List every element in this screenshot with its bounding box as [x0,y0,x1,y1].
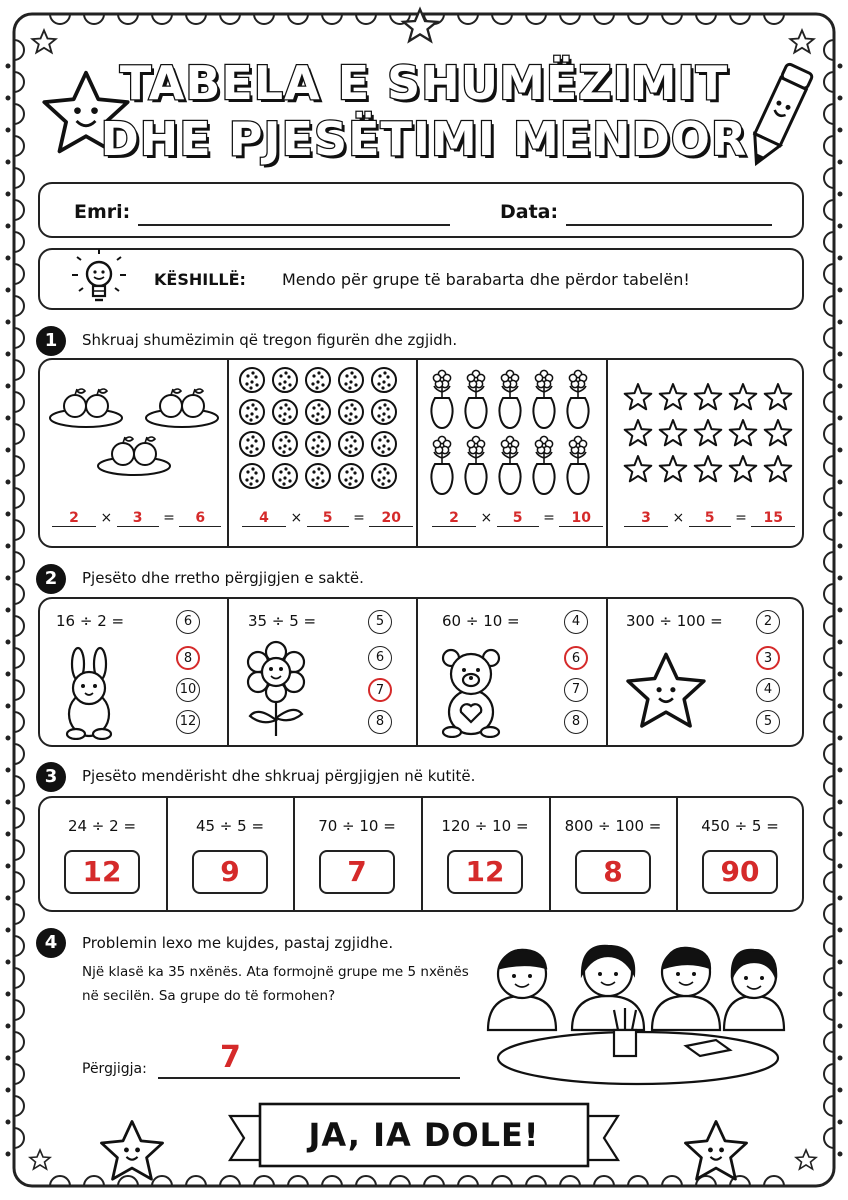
equals-sign: = [735,510,747,526]
equals-sign: = [353,510,365,526]
product[interactable]: 15 [751,510,795,527]
division-expression: 300 ÷ 100 = [626,612,723,630]
answer-option[interactable]: 8 [564,710,588,734]
answer-input-line[interactable] [158,1077,460,1079]
factor-b[interactable]: 5 [497,510,539,527]
date-input-line[interactable] [566,224,772,226]
answer-option[interactable]: 7 [368,678,392,702]
answer-option[interactable]: 10 [176,678,200,702]
tip-box [38,248,804,310]
answer-box[interactable]: 7 [319,850,395,894]
answer-option[interactable]: 5 [756,710,780,734]
small-star-icon [788,28,816,56]
division-expression: 16 ÷ 2 = [56,612,125,630]
section-4-number: 4 [36,928,66,958]
page-title-line-2: DHE PJESËTIMI MENDOR [100,112,748,166]
factor-a[interactable]: 4 [242,510,286,527]
cookies-icon [238,364,408,494]
page-title-line-1: TABELA E SHUMËZIMIT [119,56,729,110]
division-expression: 24 ÷ 2 = [67,817,137,835]
smiling-star-icon [680,1118,752,1184]
answer-box[interactable]: 12 [64,850,140,894]
answer-box[interactable]: 90 [702,850,778,894]
multiplication-1 [52,510,221,527]
banner-text: JA, IA DOLE! [308,1116,540,1154]
divider [227,599,229,745]
section-1-number: 1 [36,326,66,356]
small-star-icon [30,28,58,56]
children-at-table-icon [476,934,790,1090]
answer-box[interactable]: 8 [575,850,651,894]
factor-b[interactable]: 3 [117,510,159,527]
divider [416,360,418,546]
answer-option[interactable]: 8 [368,710,392,734]
lightbulb-icon [68,248,130,312]
divider [606,599,608,745]
divider [549,798,551,910]
answer-option[interactable]: 6 [368,646,392,670]
division-expression: 35 ÷ 5 = [248,612,317,630]
answer-value[interactable]: 7 [220,1040,241,1075]
name-date-box [38,182,804,238]
date-label: Data: [500,201,559,223]
tip-text: Mendo për grupe të barabarta dhe përdor tabelën! [282,270,690,289]
answer-box[interactable]: 9 [192,850,268,894]
name-input-line[interactable] [138,224,450,226]
product[interactable]: 6 [179,510,221,527]
division-expression: 60 ÷ 10 = [442,612,520,630]
divider [606,360,608,546]
answer-option[interactable]: 7 [564,678,588,702]
division-expression: 800 ÷ 100 = [564,817,662,835]
divider [421,798,423,910]
divider [227,360,229,546]
equals-sign: = [163,510,175,526]
product[interactable]: 10 [559,510,603,527]
answer-label: Përgjigja: [82,1061,147,1077]
answer-option[interactable]: 4 [756,678,780,702]
star-icon [620,650,712,732]
answer-option[interactable]: 12 [176,710,200,734]
small-star-icon [794,1148,818,1172]
flower-icon [240,640,312,740]
factor-a[interactable]: 2 [52,510,96,527]
small-star-icon [400,6,440,46]
answer-option[interactable]: 5 [368,610,392,634]
answer-option[interactable]: 8 [176,646,200,670]
times-sign: × [290,510,303,526]
problem-text-line-2: në secilën. Sa grupe do të formohen? [82,988,336,1004]
multiplication-4 [624,510,795,527]
apple-plates-icon [46,380,222,480]
flower-vases-icon [424,368,600,496]
product[interactable]: 20 [369,510,413,527]
multiplication-2 [242,510,413,527]
divider [416,599,418,745]
times-sign: × [672,510,685,526]
divider [293,798,295,910]
pencil-icon [738,60,818,175]
divider [676,798,678,910]
factor-a[interactable]: 2 [432,510,476,527]
small-star-icon [28,1148,52,1172]
times-sign: × [480,510,493,526]
bunny-icon [54,646,124,740]
section-2-number: 2 [36,564,66,594]
section-1-instruction: Shkruaj shumëzimin që tregon figurën dhe zgjidh. [82,331,458,349]
section-2-instruction: Pjesëto dhe rretho përgjigjen e saktë. [82,569,364,587]
division-expression: 120 ÷ 10 = [441,817,529,835]
answer-option[interactable]: 6 [564,646,588,670]
answer-box[interactable]: 12 [447,850,523,894]
answer-option[interactable]: 6 [176,610,200,634]
answer-option[interactable]: 2 [756,610,780,634]
section-4-instruction: Problemin lexo me kujdes, pastaj zgjidhe. [82,934,394,952]
teddy-bear-icon [438,646,504,738]
factor-b[interactable]: 5 [689,510,731,527]
factor-b[interactable]: 5 [307,510,349,527]
section-3-number: 3 [36,762,66,792]
section-3-instruction: Pjesëto mendërisht dhe shkruaj përgjigjen në kutitë. [82,767,476,785]
division-expression: 450 ÷ 5 = [701,817,779,835]
name-label: Emri: [74,201,131,223]
divider [166,798,168,910]
answer-option[interactable]: 3 [756,646,780,670]
times-sign: × [100,510,113,526]
tip-label: KËSHILLË: [154,270,246,289]
smiling-star-icon [96,1118,168,1184]
division-expression: 70 ÷ 10 = [318,817,396,835]
division-expression: 45 ÷ 5 = [195,817,265,835]
equals-sign: = [543,510,555,526]
problem-text-line-1: Një klasë ka 35 nxënës. Ata formojnë grupe me 5 nxënës [82,964,469,980]
stars-icon [620,380,796,488]
multiplication-3 [432,510,603,527]
answer-option[interactable]: 4 [564,610,588,634]
factor-a[interactable]: 3 [624,510,668,527]
